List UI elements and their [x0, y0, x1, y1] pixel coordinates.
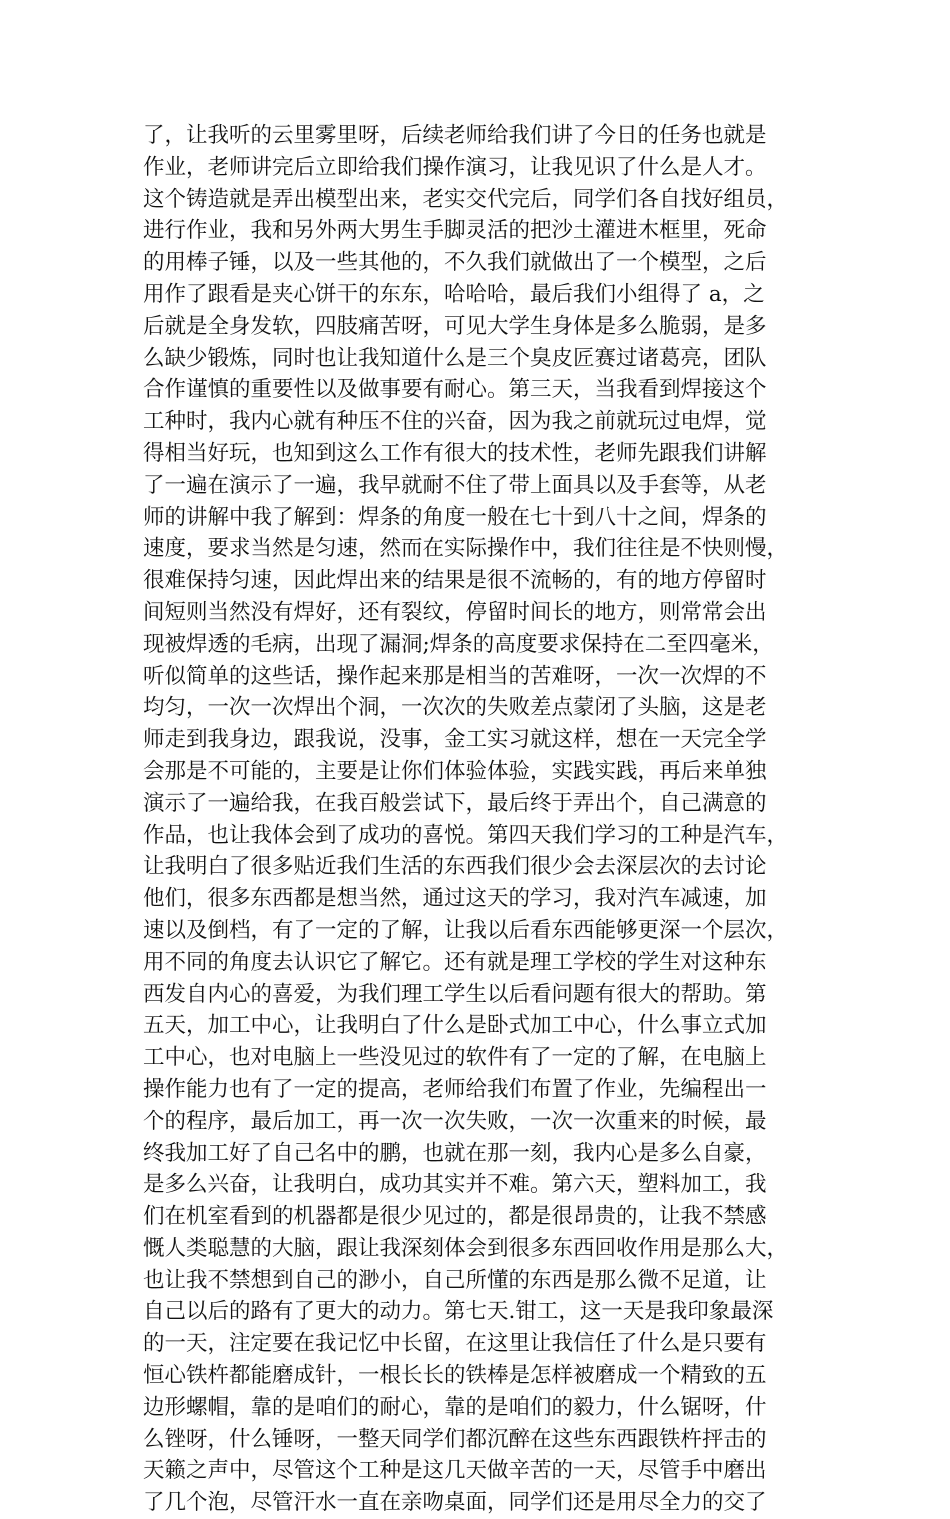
text-line: 进行作业，我和另外两大男生手脚灵活的把沙土灌进木框里，死命 [143, 218, 767, 244]
text-line: 们在机室看到的机器都是很少见过的，都是很昂贵的，让我不禁感 [143, 1204, 767, 1230]
text-line: 了，让我听的云里雾里呀，后续老师给我们讲了今日的任务也就是 [143, 123, 767, 148]
text-line: 边形螺帽，靠的是咱们的耐心，靠的是咱们的毅力，什么锯呀，什 [143, 1394, 767, 1420]
text-line: 作品，也让我体会到了成功的喜悦。第四天我们学习的工种是汽车， [143, 822, 789, 848]
text-line: 五天，加工中心，让我明白了什么是卧式加工中心，什么事立式加 [143, 1013, 767, 1039]
text-line: 么缺少锻炼，同时也让我知道什么是三个臭皮匠赛过诸葛亮，团队 [143, 345, 767, 371]
text-line: 慨人类聪慧的大脑，跟让我深刻体会到很多东西回收作用是那么大， [143, 1235, 789, 1261]
text-line: 听似简单的这些话，操作起来那是相当的苦难呀，一次一次焊的不 [143, 663, 767, 689]
text-line: 师走到我身边，跟我说，没事，金工实习就这样，想在一天完全学 [143, 727, 767, 753]
text-line: 他们，很多东西都是想当然，通过这天的学习，我对汽车减速，加 [143, 886, 767, 912]
text-line: 让我明白了很多贴近我们生活的东西我们很少会去深层次的去讨论 [143, 854, 767, 880]
text-line: 的一天，注定要在我记忆中长留，在这里让我信任了什么是只要有 [143, 1331, 767, 1357]
text-line: 操作能力也有了一定的提高，老师给我们布置了作业，先编程出一 [143, 1076, 767, 1102]
text-line: 个的程序，最后加工，再一次一次失败，一次一次重来的时候，最 [143, 1108, 767, 1134]
text-line: 西发自内心的喜爱，为我们理工学生以后看问题有很大的帮助。第 [143, 981, 767, 1007]
text-line: 也让我不禁想到自己的渺小，自己所懂的东西是那么微不足道，让 [143, 1267, 767, 1293]
body-text [143, 120, 813, 1519]
text-line: 作业，老师讲完后立即给我们操作演习，让我见识了什么是人才。 [143, 154, 767, 180]
text-line: 工种时，我内心就有种压不住的兴奋，因为我之前就玩过电焊，觉 [143, 409, 767, 435]
text-line: 天籁之声中，尽管这个工种是这几天做辛苦的一天，尽管手中磨出 [143, 1458, 767, 1484]
text-line: 是多么兴奋，让我明白，成功其实并不难。第六天，塑料加工，我 [143, 1172, 767, 1198]
text-line: 自己以后的路有了更大的动力。第七天.钳工，这一天是我印象最深 [143, 1299, 774, 1325]
text-line: 速以及倒档，有了一定的了解，让我以后看东西能够更深一个层次， [143, 917, 789, 943]
text-line: 很难保持匀速，因此焊出来的结果是很不流畅的，有的地方停留时 [143, 568, 767, 594]
text-line: 演示了一遍给我，在我百般尝试下，最后终于弄出个，自己满意的 [143, 790, 767, 816]
text-line: 现被焊透的毛病，出现了漏洞;焊条的高度要求保持在二至四毫米， [143, 631, 774, 657]
text-line: 用不同的角度去认识它了解它。还有就是理工学校的学生对这种东 [143, 949, 767, 975]
text-line: 这个铸造就是弄出模型出来，老实交代完后，同学们各自找好组员， [143, 186, 789, 212]
text-line: 么锉呀，什么锤呀，一整天同学们都沉醉在这些东西跟铁杵抨击的 [143, 1426, 767, 1452]
text-line: 间短则当然没有焊好，还有裂纹，停留时间长的地方，则常常会出 [143, 599, 767, 625]
text-line: 得相当好玩，也知到这么工作有很大的技术性，老师先跟我们讲解 [143, 440, 767, 466]
text-line: 终我加工好了自己名中的鹏，也就在那一刻，我内心是多么自豪， [143, 1140, 767, 1166]
text-line: 均匀，一次一次焊出个洞，一次次的失败差点蒙闭了头脑，这是老 [143, 695, 767, 721]
text-line: 恒心铁杵都能磨成针，一根长长的铁棒是怎样被磨成一个精致的五 [143, 1363, 767, 1389]
text-line: 用作了跟看是夹心饼干的东东，哈哈哈，最后我们小组得了 a，之 [143, 281, 765, 307]
text-line: 的用棒子锤，以及一些其他的，不久我们就做出了一个模型，之后 [143, 250, 767, 276]
text-line: 速度，要求当然是匀速，然而在实际操作中，我们往往是不快则慢， [143, 536, 789, 562]
text-line: 后就是全身发软，四肢痛苦呀，可见大学生身体是多么脆弱，是多 [143, 313, 767, 339]
text-line: 合作谨慎的重要性以及做事要有耐心。第三天，当我看到焊接这个 [143, 377, 767, 403]
text-line: 工中心，也对电脑上一些没见过的软件有了一定的了解，在电脑上 [143, 1045, 767, 1071]
text-line: 了一遍在演示了一遍，我早就耐不住了带上面具以及手套等，从老 [143, 472, 767, 498]
text-line: 师的讲解中我了解到：焊条的角度一般在七十到八十之间，焊条的 [143, 504, 767, 530]
text-line: 会那是不可能的，主要是让你们体验体验，实践实践，再后来单独 [143, 758, 767, 784]
text-line: 了几个泡，尽管汗水一直在亲吻桌面，同学们还是用尽全力的交了 [143, 1490, 767, 1516]
